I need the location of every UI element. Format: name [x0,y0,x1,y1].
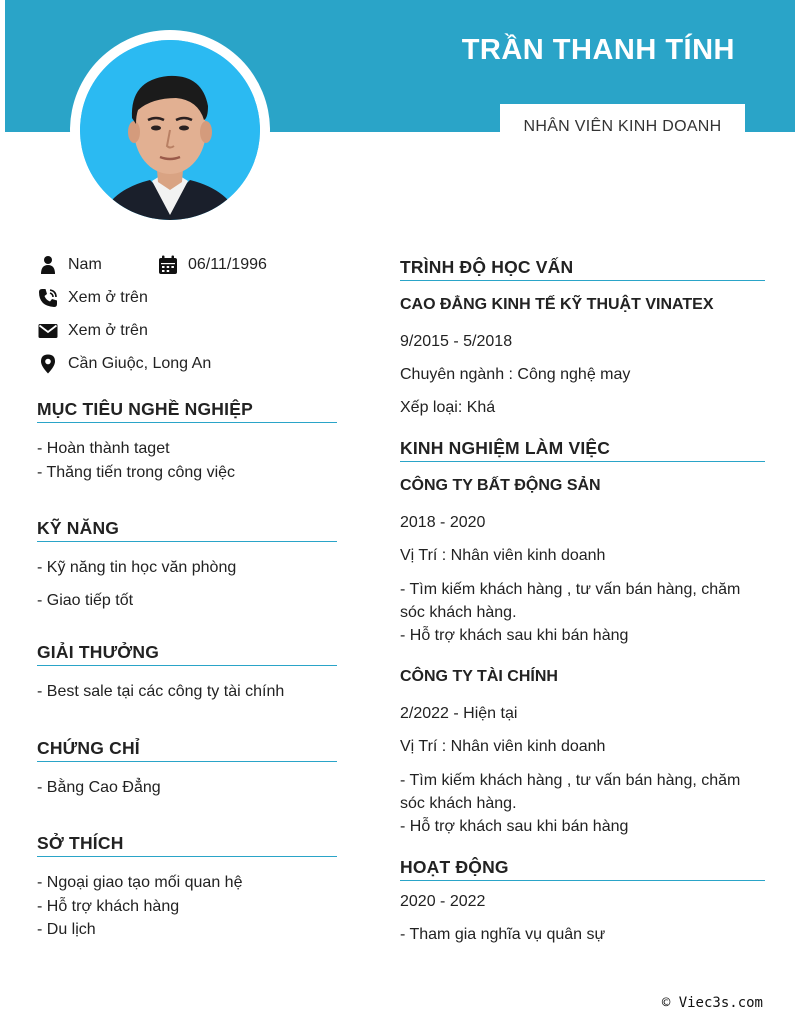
career-goal-item: - Hoàn thành taget [37,440,170,457]
email-value: Xem ở trên [68,322,148,339]
skill-item: - Giao tiếp tốt [37,592,134,609]
awards-heading: GIẢI THƯỞNG [37,642,160,662]
activity-item: - Tham gia nghĩa vụ quân sự [400,926,606,943]
job-duty: - Hỗ trợ khách sau khi bán hàng [400,627,629,644]
portrait-image [80,40,260,220]
job-duty: - Tìm kiếm khách hàng , tư vấn bán hàng, chăm sóc khách hàng. [400,581,741,621]
location-pin-icon [37,353,59,375]
education-period: 9/2015 - 5/2018 [400,333,513,350]
hobby-item: - Ngoại giao tạo mối quan hệ [37,874,243,891]
section-divider [37,665,337,666]
avatar-frame [70,30,270,230]
job-duty: - Tìm kiếm khách hàng , tư vấn bán hàng, chăm sóc khách hàng. [400,772,741,812]
career-goal-heading: MỤC TIÊU NGHỀ NGHIỆP [37,399,253,419]
watermark: © Viec3s.com [661,995,763,1011]
activity-period: 2020 - 2022 [400,893,486,910]
section-divider [37,856,337,857]
education-heading: TRÌNH ĐỘ HỌC VẤN [400,257,574,277]
job-period: 2/2022 - Hiện tại [400,705,518,722]
skill-item: - Kỹ năng tin học văn phòng [37,559,237,576]
award-item: - Best sale tại các công ty tài chính [37,683,285,700]
person-icon [37,254,59,276]
section-divider [400,880,765,881]
calendar-icon [157,254,179,276]
job-company: CÔNG TY BẤT ĐỘNG SẢN [400,477,601,494]
job-period: 2018 - 2020 [400,514,486,531]
phone-value: Xem ở trên [68,289,148,306]
section-divider [400,280,765,281]
school-name: CAO ĐẲNG KINH TẾ KỸ THUẬT VINATEX [400,296,714,313]
job-company: CÔNG TY TÀI CHÍNH [400,668,558,685]
job-position: Vị Trí : Nhân viên kinh doanh [400,547,606,564]
envelope-icon [37,320,59,342]
address-row [37,353,211,375]
section-divider [37,541,337,542]
email-row [37,320,148,342]
education-major: Chuyên ngành : Công nghệ may [400,366,631,383]
phone-row [37,287,148,309]
candidate-name: TRẦN THANH TÍNH [461,34,735,66]
certificates-heading: CHỨNG CHỈ [37,738,140,758]
gender-value: Nam [68,256,102,273]
address-value: Cần Giuộc, Long An [68,355,212,372]
birthday-value: 06/11/1996 [188,256,267,273]
section-divider [400,461,765,462]
skills-heading: KỸ NĂNG [37,518,120,538]
section-divider [37,761,337,762]
job-duty: - Hỗ trợ khách sau khi bán hàng [400,818,629,835]
job-title-box [500,104,745,150]
career-goal-item: - Thăng tiến trong công việc [37,464,236,481]
section-divider [37,422,337,423]
hobbies-heading: SỞ THÍCH [37,833,124,853]
experience-heading: KINH NGHIỆM LÀM VIỆC [400,438,611,458]
phone-icon [37,287,59,309]
job-position: Vị Trí : Nhân viên kinh doanh [400,738,606,755]
birthday-row [157,254,267,276]
job-title: NHÂN VIÊN KINH DOANH [523,118,722,135]
hobby-item: - Hỗ trợ khách hàng [37,898,180,915]
hobby-item: - Du lịch [37,921,96,938]
gender-row [37,254,102,276]
education-grade: Xếp loại: Khá [400,399,496,416]
avatar [80,40,260,220]
activities-heading: HOẠT ĐỘNG [400,857,509,877]
certificate-item: - Bằng Cao Đẳng [37,779,161,796]
